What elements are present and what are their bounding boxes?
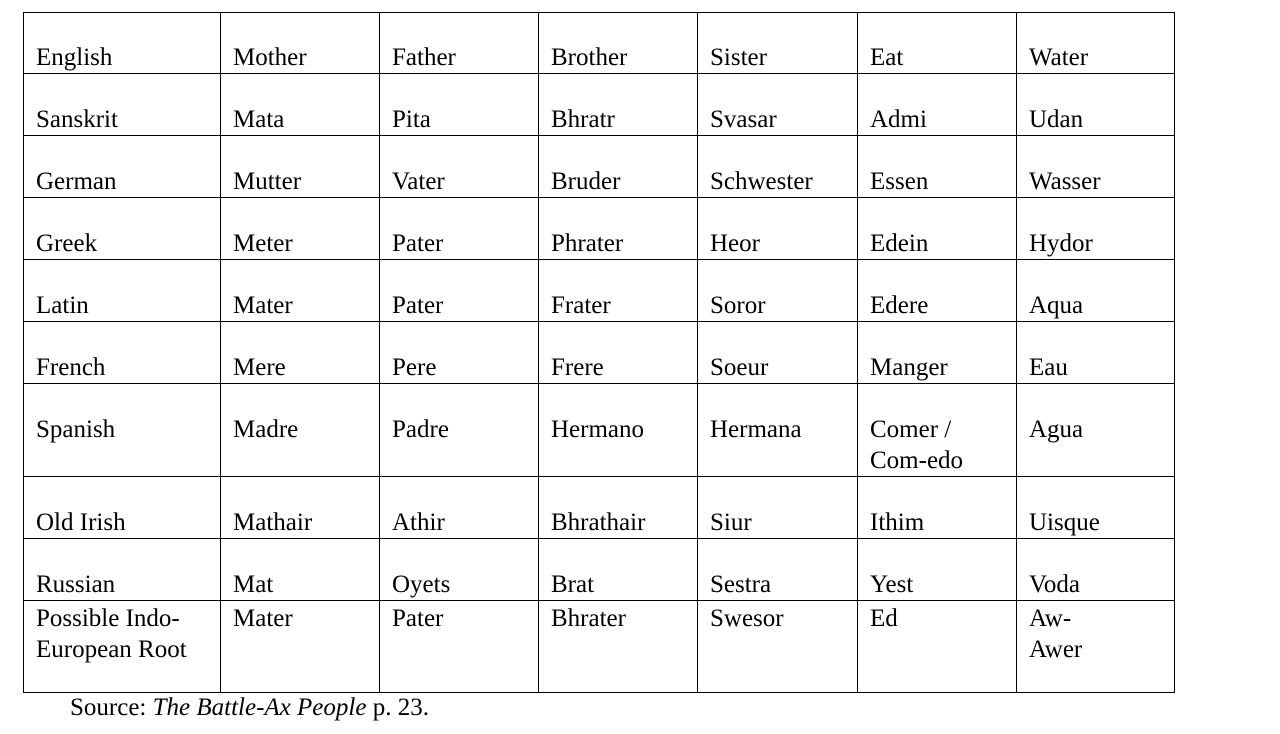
- word-cell: [221, 384, 380, 477]
- cell-text: Pater: [392, 292, 444, 319]
- source-prefix: Source:: [70, 694, 153, 721]
- table-row: [24, 477, 1175, 539]
- cell-text: Vater: [392, 168, 445, 195]
- language-cell: [24, 477, 221, 539]
- cell-text: Agua: [1029, 416, 1084, 443]
- word-cell: [1017, 260, 1175, 322]
- table-body: [24, 13, 1175, 693]
- cell-text: Aw- Awer: [1029, 605, 1083, 663]
- word-cell: [221, 601, 380, 693]
- cell-text: Father: [392, 44, 456, 71]
- cell-text: Schwester: [710, 168, 813, 195]
- word-cell: [221, 539, 380, 601]
- header-cell: [698, 13, 858, 74]
- cell-text: Hydor: [1029, 230, 1093, 257]
- cell-text: Madre: [233, 416, 299, 443]
- word-cell: [698, 136, 858, 198]
- cell-text: Mere: [233, 354, 286, 381]
- cell-text: Pere: [392, 354, 437, 381]
- word-cell: [539, 477, 698, 539]
- word-cell: [858, 260, 1017, 322]
- cell-text: Udan: [1029, 106, 1084, 133]
- cell-text: Pater: [392, 230, 444, 257]
- word-cell: [539, 136, 698, 198]
- word-cell: [539, 260, 698, 322]
- table-row: [24, 136, 1175, 198]
- cell-text: Svasar: [710, 106, 777, 133]
- cell-text: Spanish: [36, 416, 116, 443]
- cell-text: Ed: [870, 605, 898, 632]
- cell-text: Greek: [36, 230, 98, 257]
- word-cell: [698, 198, 858, 260]
- cell-text: Oyets: [392, 571, 451, 598]
- language-cell: [24, 74, 221, 136]
- word-cell: [1017, 477, 1175, 539]
- word-cell: [380, 136, 539, 198]
- source-citation: [70, 692, 429, 723]
- cell-text: Frere: [551, 354, 604, 381]
- word-cell: [1017, 322, 1175, 384]
- cell-text: Mathair: [233, 509, 313, 536]
- table-row: [24, 322, 1175, 384]
- word-cell: [380, 601, 539, 693]
- word-cell: [698, 539, 858, 601]
- word-cell: [380, 322, 539, 384]
- cell-text: German: [36, 168, 117, 195]
- word-cell: [1017, 384, 1175, 477]
- cell-text: Bhratr: [551, 106, 615, 133]
- word-cell: [221, 136, 380, 198]
- cell-text: English: [36, 44, 113, 71]
- language-cell: [24, 260, 221, 322]
- word-cell: [698, 601, 858, 693]
- cell-text: Manger: [870, 354, 948, 381]
- cell-text: Mater: [233, 292, 293, 319]
- cell-text: Mat: [233, 571, 274, 598]
- cell-text: French: [36, 354, 106, 381]
- cognate-table: [23, 12, 1175, 693]
- word-cell: [858, 477, 1017, 539]
- cell-text: Voda: [1029, 571, 1080, 598]
- language-cell: [24, 384, 221, 477]
- cell-text: Pater: [392, 605, 444, 632]
- word-cell: [698, 384, 858, 477]
- cell-text: Water: [1029, 44, 1089, 71]
- word-cell: [221, 260, 380, 322]
- cell-text: Hermano: [551, 416, 645, 443]
- source-suffix: p. 23.: [366, 694, 429, 721]
- word-cell: [698, 322, 858, 384]
- word-cell: [1017, 601, 1175, 693]
- cell-text: Possible Indo- European Root: [36, 605, 187, 663]
- cell-text: Bhrater: [551, 605, 626, 632]
- cell-text: Wasser: [1029, 168, 1101, 195]
- word-cell: [858, 74, 1017, 136]
- header-cell: [221, 13, 380, 74]
- table-row: [24, 601, 1175, 693]
- header-cell: [858, 13, 1017, 74]
- header-cell: [380, 13, 539, 74]
- table-row: [24, 539, 1175, 601]
- word-cell: [539, 322, 698, 384]
- word-cell: [539, 198, 698, 260]
- cell-text: Soror: [710, 292, 766, 319]
- cell-text: Eau: [1029, 354, 1068, 381]
- cell-text: Comer / Com-edo: [870, 416, 964, 474]
- language-cell: [24, 136, 221, 198]
- word-cell: [698, 477, 858, 539]
- cell-text: Sestra: [710, 571, 772, 598]
- cell-text: Sister: [710, 44, 767, 71]
- cell-text: Old Irish: [36, 509, 126, 536]
- cell-text: Athir: [392, 509, 445, 536]
- language-cell: [24, 601, 221, 693]
- word-cell: [221, 198, 380, 260]
- cell-text: Edere: [870, 292, 929, 319]
- word-cell: [1017, 136, 1175, 198]
- word-cell: [380, 260, 539, 322]
- header-cell: [1017, 13, 1175, 74]
- language-cell: [24, 322, 221, 384]
- cell-text: Edein: [870, 230, 929, 257]
- cell-text: Padre: [392, 416, 449, 443]
- word-cell: [698, 260, 858, 322]
- word-cell: [1017, 74, 1175, 136]
- cell-text: Uisque: [1029, 509, 1100, 536]
- cell-text: Admi: [870, 106, 927, 133]
- cell-text: Mata: [233, 106, 285, 133]
- cell-text: Yest: [870, 571, 914, 598]
- language-cell: [24, 539, 221, 601]
- word-cell: [380, 539, 539, 601]
- word-cell: [1017, 198, 1175, 260]
- word-cell: [380, 74, 539, 136]
- word-cell: [221, 477, 380, 539]
- cell-text: Hermana: [710, 416, 802, 443]
- cell-text: Mater: [233, 605, 293, 632]
- cell-text: Frater: [551, 292, 611, 319]
- cell-text: Soeur: [710, 354, 769, 381]
- cell-text: Latin: [36, 292, 89, 319]
- header-cell: [539, 13, 698, 74]
- word-cell: [858, 539, 1017, 601]
- word-cell: [539, 601, 698, 693]
- cell-text: Bhrathair: [551, 509, 646, 536]
- cell-text: Eat: [870, 44, 904, 71]
- table-row: [24, 198, 1175, 260]
- header-row: [24, 13, 1175, 74]
- table-row: [24, 384, 1175, 477]
- cell-text: Aqua: [1029, 292, 1084, 319]
- source-book-title: The Battle-Ax People: [152, 694, 367, 721]
- cell-text: Brother: [551, 44, 628, 71]
- word-cell: [698, 74, 858, 136]
- cell-text: Bruder: [551, 168, 621, 195]
- header-cell: [24, 13, 221, 74]
- word-cell: [858, 136, 1017, 198]
- cell-text: Siur: [710, 509, 752, 536]
- cell-text: Brat: [551, 571, 595, 598]
- word-cell: [539, 384, 698, 477]
- table-row: [24, 260, 1175, 322]
- word-cell: [1017, 539, 1175, 601]
- cell-text: Russian: [36, 571, 116, 598]
- cell-text: Meter: [233, 230, 293, 257]
- word-cell: [539, 74, 698, 136]
- cell-text: Phrater: [551, 230, 624, 257]
- table-row: [24, 74, 1175, 136]
- cell-text: Ithim: [870, 509, 925, 536]
- word-cell: [221, 74, 380, 136]
- word-cell: [221, 322, 380, 384]
- cell-text: Essen: [870, 168, 929, 195]
- cell-text: Swesor: [710, 605, 784, 632]
- cell-text: Pita: [392, 106, 431, 133]
- cell-text: Mother: [233, 44, 307, 71]
- word-cell: [539, 539, 698, 601]
- cell-text: Sanskrit: [36, 106, 118, 133]
- cell-text: Heor: [710, 230, 760, 257]
- word-cell: [858, 198, 1017, 260]
- word-cell: [380, 477, 539, 539]
- word-cell: [380, 384, 539, 477]
- word-cell: [858, 384, 1017, 477]
- cell-text: Mutter: [233, 168, 302, 195]
- word-cell: [380, 198, 539, 260]
- word-cell: [858, 322, 1017, 384]
- word-cell: [858, 601, 1017, 693]
- language-cell: [24, 198, 221, 260]
